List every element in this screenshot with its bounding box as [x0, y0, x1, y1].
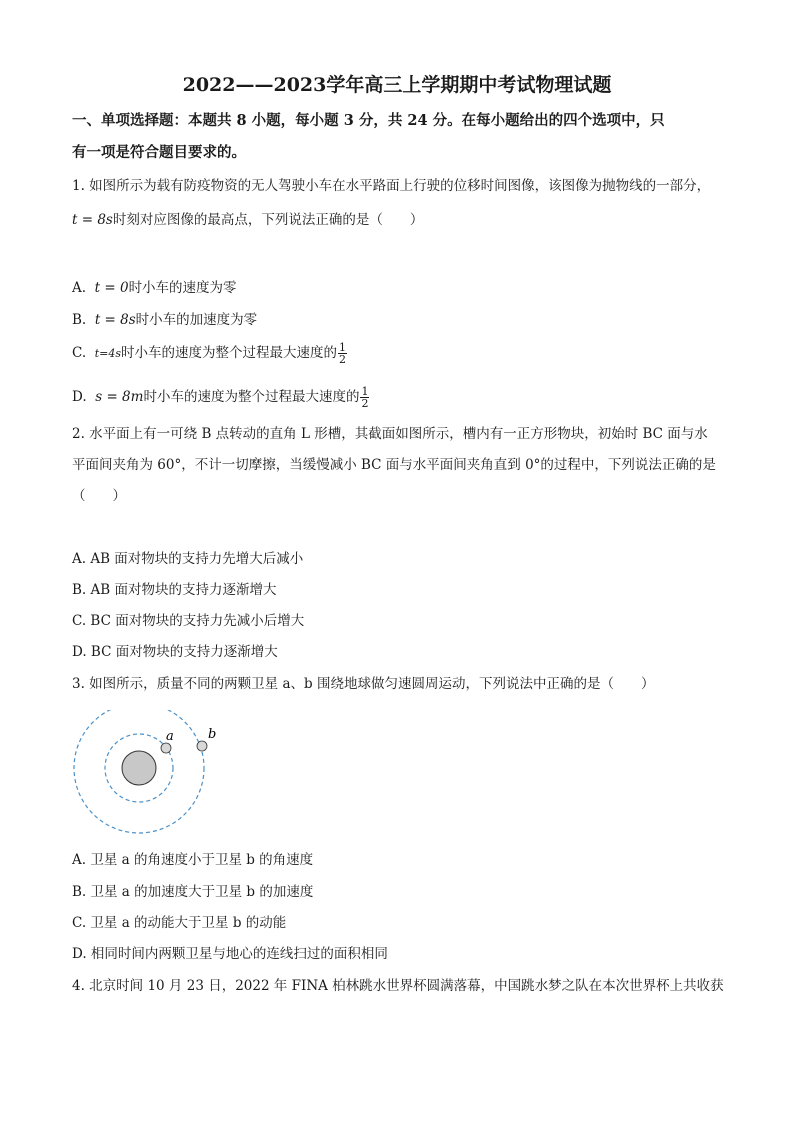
option-math: s = 8m	[95, 389, 144, 405]
q2-option-a[interactable]: A. AB 面对物块的支持力先增大后减小	[72, 551, 304, 567]
satellite-a-label: a	[166, 729, 174, 744]
q3-option-d[interactable]: D. 相同时间内两颗卫星与地心的连线扫过的面积相同	[72, 946, 388, 962]
option-math: t = 8s	[94, 312, 136, 328]
fraction-one-half: $\frac{1}{2}$	[339, 341, 347, 366]
q1-stem-line1: 1. 如图所示为载有防疫物资的无人驾驶小车在水平路面上行驶的位移时间图像，该图像为抛物线的一部分，	[72, 178, 711, 194]
q1-option-c[interactable]	[72, 341, 347, 365]
satellite-a-icon	[161, 743, 171, 753]
section-heading-line2: 有一项是符合题目要求的。	[72, 144, 246, 161]
q1-option-d[interactable]	[72, 385, 369, 409]
q3-stem-line1: 3. 如图所示，质量不同的两颗卫星 a、b 围绕地球做匀速圆周运动，下列说法中正确的是（ ）	[72, 676, 655, 692]
q2-option-b[interactable]: B. AB 面对物块的支持力逐渐增大	[72, 582, 277, 598]
q1-math-t8: t = 8s	[72, 212, 113, 228]
option-text: 时小车的加速度为零	[135, 312, 258, 328]
option-letter: A.	[72, 280, 87, 296]
q1-stem-line2-text: 时刻对应图像的最高点，下列说法正确的是（ ）	[112, 212, 424, 228]
option-letter: C.	[72, 345, 87, 361]
option-text: 时小车的速度为整个过程最大速度的	[143, 389, 360, 405]
option-letter: B.	[72, 312, 87, 328]
option-math: t=4s	[94, 347, 122, 360]
q3-option-a[interactable]: A. 卫星 a 的角速度小于卫星 b 的角速度	[72, 852, 314, 868]
earth-icon	[122, 751, 156, 785]
q3-option-c[interactable]: C. 卫星 a 的动能大于卫星 b 的动能	[72, 915, 287, 931]
page-title: 2022——2023学年高三上学期期中考试物理试题	[182, 74, 612, 96]
q2-stem-line2: 平面间夹角为 60°，不计一切摩擦，当缓慢减小 BC 面与水平面间夹角直到 0°的过程中，下列说法正确的是	[72, 457, 716, 473]
option-letter: D.	[72, 389, 87, 405]
q1-stem-line2	[72, 208, 423, 228]
q1-option-b[interactable]	[72, 308, 257, 328]
q2-stem-line1: 2. 水平面上有一可绕 B 点转动的直角 L 形槽，其截面如图所示，槽内有一正方形物块，初始时 BC 面与水	[72, 426, 708, 442]
fraction-one-half: $\frac{1}{2}$	[361, 385, 369, 410]
section-heading-line1: 一、单项选择题：本题共 8 小题，每小题 3 分，共 24 分。在每小题给出的四个选项中，只	[72, 112, 665, 129]
option-text: 时小车的速度为零	[128, 280, 237, 296]
satellite-b-label: b	[208, 727, 217, 742]
satellite-orbit-figure	[70, 710, 220, 840]
option-text: 时小车的速度为整个过程最大速度的	[121, 345, 338, 361]
q3-option-b[interactable]: B. 卫星 a 的加速度大于卫星 b 的加速度	[72, 884, 314, 900]
q4-stem-line1: 4. 北京时间 10 月 23 日，2022 年 FINA 柏林跳水世界杯圆满落幕，中国跳水梦之队在本次世界杯上共收获	[72, 978, 724, 994]
option-math: t = 0	[94, 280, 129, 296]
q2-stem-line3: （ ）	[72, 488, 126, 504]
q2-option-d[interactable]: D. BC 面对物块的支持力逐渐增大	[72, 644, 278, 660]
q1-option-a[interactable]	[72, 276, 237, 296]
satellite-b-icon	[197, 741, 207, 751]
q2-option-c[interactable]: C. BC 面对物块的支持力先减小后增大	[72, 613, 305, 629]
